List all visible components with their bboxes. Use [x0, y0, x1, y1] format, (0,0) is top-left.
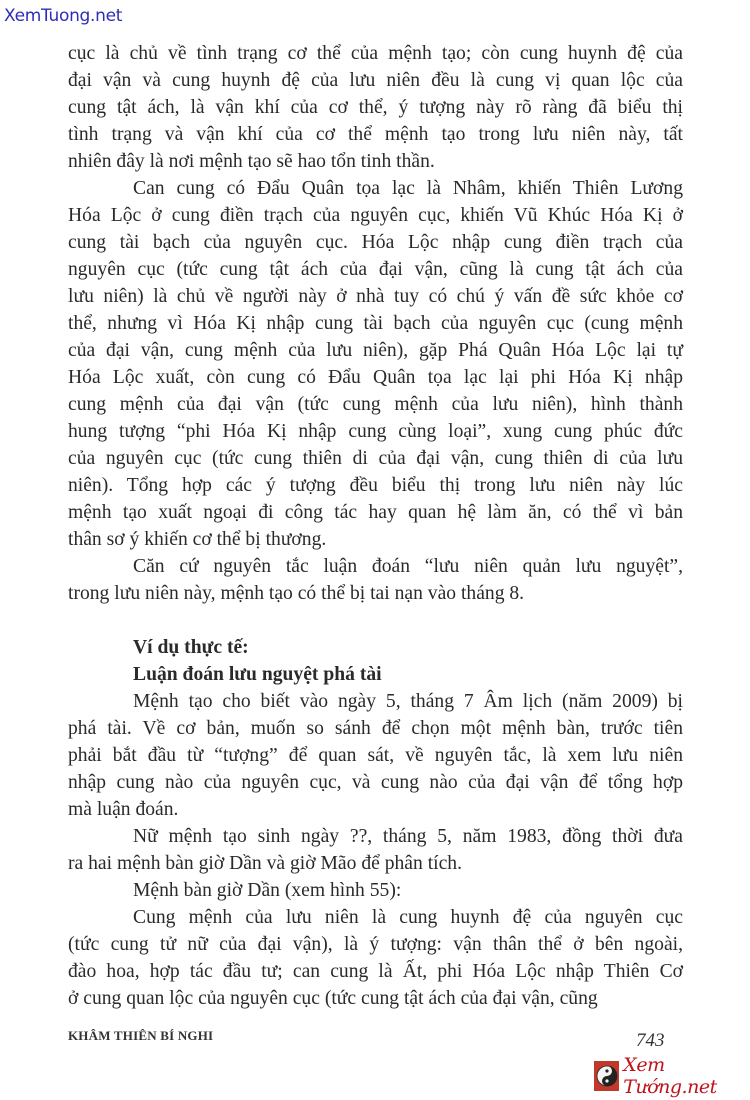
text-line: thân sơ ý khiến cơ thể bị thương. [68, 529, 327, 550]
text-line: Mệnh tạo cho biết vào ngày 5, tháng 7 Âm lịch (năm 2009) bị [133, 691, 683, 712]
text-line: Nữ mệnh tạo sinh ngày ??, tháng 5, năm 1983, đồng thời đưa [133, 826, 683, 847]
paragraph [68, 877, 683, 904]
text-line: Mệnh bàn giờ Dần (xem hình 55): [133, 880, 402, 901]
text-line: cung mệnh của đại vận (tức cung mệnh của lưu niên), hình thành [68, 394, 683, 415]
paragraph [68, 553, 683, 607]
site-logo [594, 1054, 750, 1098]
text-line: thể, nhưng vì Hóa Kị nhập cung tài bạch của nguyên cục (cung mệnh [68, 313, 683, 334]
page-number: 743 [636, 1030, 665, 1051]
text-line: (tức cung tử nữ của đại vận), là ý tượng: vận thân thể ở bên ngoài, [68, 934, 683, 955]
text-line: cung tài bạch của nguyên cục. Hóa Lộc nhập cung điền trạch của [68, 232, 683, 253]
paragraph [68, 823, 683, 877]
text-line: mệnh tạo xuất ngoại đi công tác hay quan hệ làm ăn, có thể vì bản [68, 502, 683, 523]
text-line: Cung mệnh của lưu niên là cung huynh đệ của nguyên cục [133, 907, 683, 928]
text-line: lưu niên) là chủ về người này ở nhà tuy có chú ý vấn đề sức khỏe cơ [68, 286, 683, 307]
text-line: niên). Tổng hợp các ý tượng đều biểu thị trong lưu niên này lúc [68, 475, 683, 496]
paragraph [68, 904, 683, 1012]
page-body [68, 40, 683, 1012]
running-footer-book-title: KHÂM THIÊN BÍ NGHI [68, 1028, 214, 1043]
text-line: Hóa Lộc ở cung điền trạch của nguyên cục, khiến Vũ Khúc Hóa Kị ở [68, 205, 683, 226]
text-line: hung tượng “phi Hóa Kị nhập cung cùng loại”, xung cung phúc đức [68, 421, 683, 442]
example-title: Luận đoán lưu nguyệt phá tài [133, 664, 382, 685]
text-line: nguyên cục (tức cung tật ách của đại vận, cũng là cung tật ách của [68, 259, 683, 280]
section-gap [68, 607, 683, 634]
text-line: Hóa Lộc xuất, còn cung có Đẩu Quân tọa lạc lại phi Hóa Kị nhập [68, 367, 683, 388]
watermark-site-name: XemTuong.net [4, 6, 123, 26]
text-line: của đại vận, cung mệnh của lưu niên), gặp Phá Quân Hóa Lộc lại tự [68, 340, 683, 361]
text-line: nhập cung nào của nguyên cục, và cung nào của đại vận để tổng hợp [68, 772, 683, 793]
text-line: ở cung quan lộc của nguyên cục (tức cung tật ách của đại vận, cũng [68, 988, 598, 1009]
text-line: đại vận và cung huynh đệ của lưu niên đều là cung vị quan lộc của [68, 70, 683, 91]
text-line: phá tài. Về cơ bản, muốn so sánh để chọn một mệnh bàn, trước tiên [68, 718, 683, 739]
text-line: Can cung có Đẩu Quân tọa lạc là Nhâm, khiến Thiên Lương [133, 178, 683, 199]
text-line: của nguyên cục (tức cung thiên di của đại vận, cung thiên di của lưu [68, 448, 683, 469]
paragraph [68, 175, 683, 553]
paragraph [68, 688, 683, 823]
paragraph [68, 40, 683, 175]
text-line: nhiên đây là nơi mệnh tạo sẽ hao tổn tinh thần. [68, 151, 435, 172]
text-line: cung tật ách, là vận khí của cơ thể, ý tượng này rõ ràng đã biểu thị [68, 97, 683, 118]
example-label: Ví dụ thực tế: [133, 637, 249, 658]
text-line: mà luận đoán. [68, 799, 179, 820]
yin-yang-icon [594, 1061, 619, 1091]
logo-wordmark: Xem Tướng.net [623, 1054, 717, 1098]
text-line: Căn cứ nguyên tắc luận đoán “lưu niên quản lưu nguyệt”, [133, 556, 683, 577]
text-line: phải bắt đầu từ “tượng” để quan sát, về nguyên tắc, là xem lưu niên [68, 745, 683, 766]
text-line: đào hoa, hợp tác đầu tư; can cung là Ất, phi Hóa Lộc nhập Thiên Cơ [68, 961, 683, 982]
text-line: cục là chủ về tình trạng cơ thể của mệnh tạo; còn cung huynh đệ của [68, 43, 683, 64]
text-line: trong lưu niên này, mệnh tạo có thể bị tai nạn vào tháng 8. [68, 583, 525, 604]
text-line: tình trạng và vận khí của cơ thể mệnh tạo trong lưu niên này, tất [68, 124, 683, 145]
text-line: ra hai mệnh bàn giờ Dần và giờ Mão để phân tích. [68, 853, 462, 874]
